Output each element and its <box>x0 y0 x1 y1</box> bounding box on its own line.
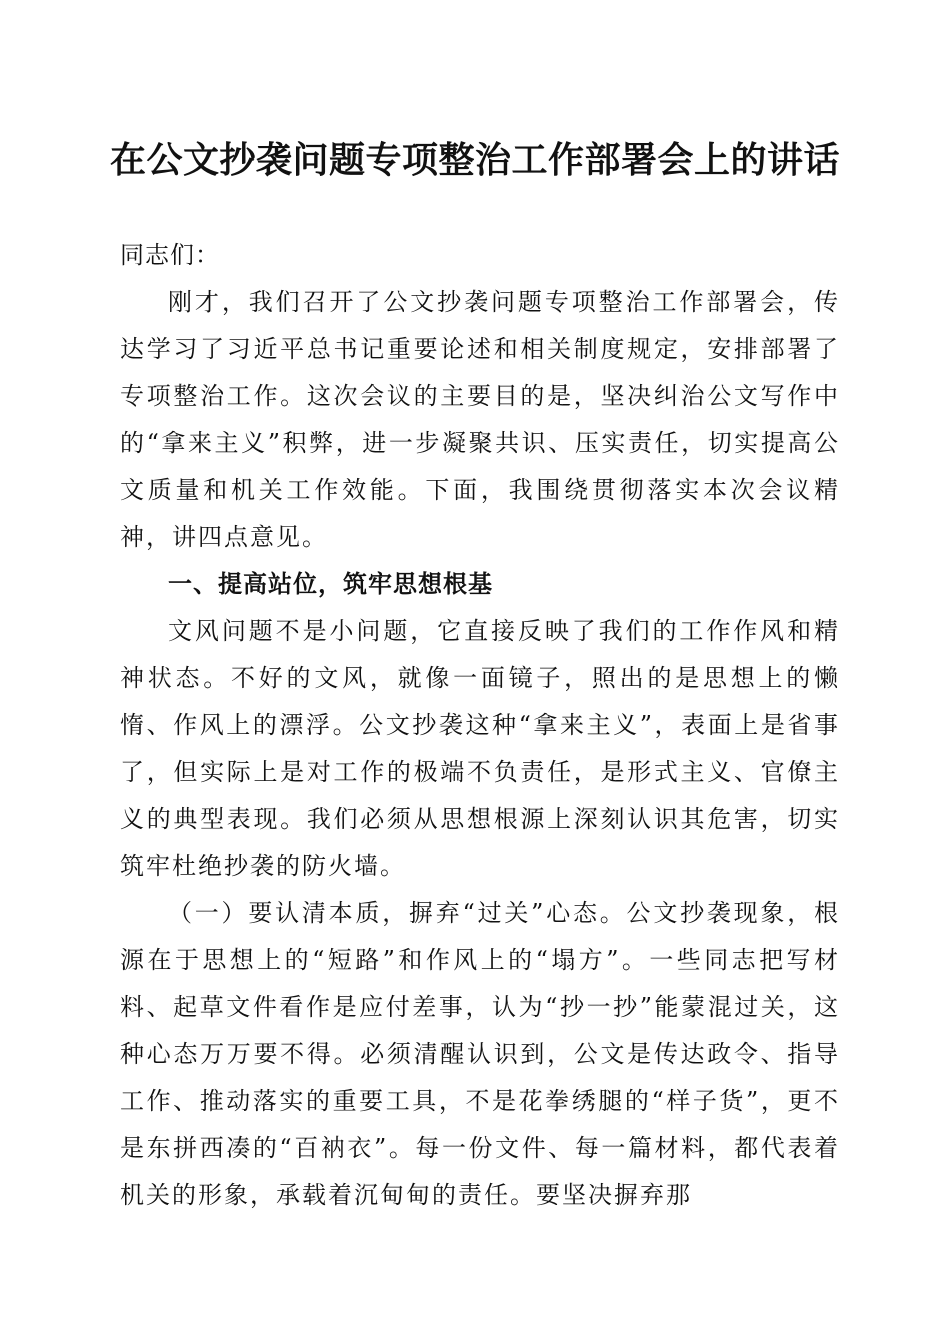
section-1-heading: 一、提高站位，筑牢思想根基 <box>168 570 493 598</box>
document-title: 在公文抄袭问题专项整治工作部署会上的讲话 <box>109 139 840 181</box>
intro-paragraph: 刚才，我们召开了公文抄袭问题专项整治工作部署会，传达学习了习近平总书记重要论述和相关制度规定，安排部署了专项整治工作。这次会议的主要目的是，坚决纠治公文写作中的“拿来主义”积弊，进一步凝聚共识、压实责任，切实提高公文质量和机关工作效能。下面，我围绕贯彻落实本次会议精神，讲四点意见。 <box>120 288 840 551</box>
document-body <box>120 232 840 1219</box>
salutation: 同志们： <box>120 241 220 269</box>
subsection-1-paragraph: （一）要认清本质，摒弃“过关”心态。公文抄袭现象，根源在于思想上的“短路”和作风上的“塌方”。一些同志把写材料、起草文件看作是应付差事，认为“抄一抄”能蒙混过关，这种心态万万要不得。必须清醒认识到，公文是传达政令、指导工作、推动落实的重要工具，不是花拳绣腿的“样子货”，更不是东拼西凑的“百衲衣”。每一份文件、每一篇材料，都代表着机关的形象，承载着沉甸甸的责任。要坚决摒弃那 <box>120 899 840 1209</box>
section-1-paragraph: 文风问题不是小问题，它直接反映了我们的工作作风和精神状态。不好的文风，就像一面镜子，照出的是思想上的懒惰、作风上的漂浮。公文抄袭这种“拿来主义”，表面上是省事了，但实际上是对工作的极端不负责任，是形式主义、官僚主义的典型表现。我们必须从思想根源上深刻认识其危害，切实筑牢杜绝抄袭的防火墙。 <box>120 617 840 880</box>
